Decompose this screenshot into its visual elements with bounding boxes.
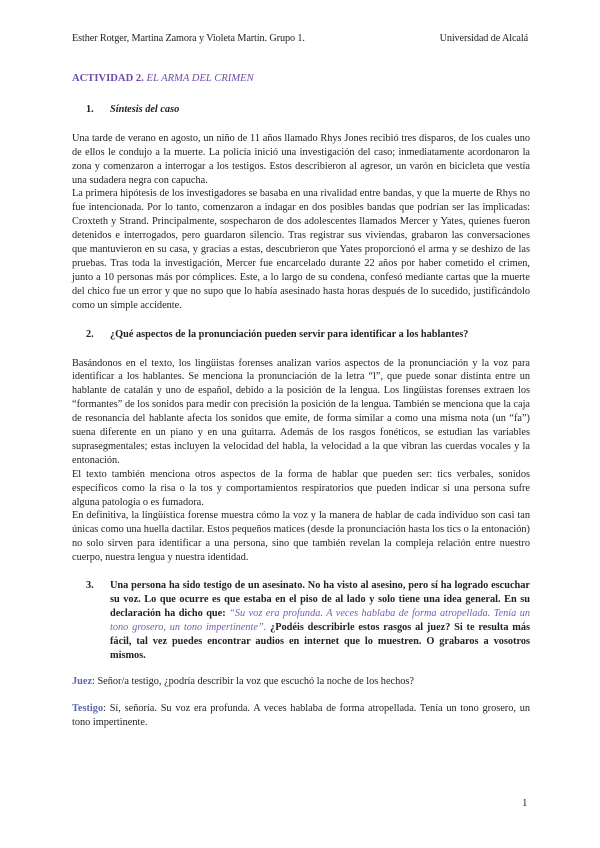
section-1-paragraph: Una tarde de verano en agosto, un niño de 11 años llamado Rhys Jones recibió tres disparos, de los cuales uno de ellos le condujo a la muerte. La policía inició una investigación del caso; inmediatamente acordonaron la zona y comenzaron a interrogar a los testigos. Estos describieron al agresor, un varón en bicicleta que vestía una sudadera negra con capucha. [72,132,530,186]
header-university: Universidad de Alcalá [439,33,528,44]
section-1-heading [72,103,530,117]
activity-label: ACTIVIDAD 2. [72,73,144,84]
section-1-number: 1. [86,103,94,115]
section-3-quote: “Su voz era profunda. A veces hablaba de forma atropellada. Tenía un tono grosero, un tono impertinente”. [110,607,530,633]
judge-line: : Señor/a testigo, ¿podría describir la voz que escuchó la noche de los hechos? [92,675,414,687]
section-2-title: ¿Qué aspectos de la pronunciación pueden servir para identificar a los hablantes? [110,328,469,340]
witness-line: : Sí, señoría. Su voz era profunda. A veces hablaba de forma atropellada. Tenía un tono grosero, un tono impertinente. [72,703,530,729]
section-3-number: 3. [86,580,94,592]
section-1-paragraph: La primera hipótesis de los investigadores se basaba en una rivalidad entre bandas, y que la muerte de Rhys no fue intencionada. Por lo tanto, comenzaron a indagar en dos posibles bandas que podrían ser las implicadas: Croxteth y Strand. Principalmente, sospecharon de dos adolescentes llamados Mercer y Yates, quienes fueron detenidos e interrogados, pero guardaron silencio. Tras registrar sus viviendas, grabaron las conversaciones que mantuvieron en su casa, y gracias a estas, descubrieron que Yates proporcionó el arma y se deshizo de las pruebas. Tras toda la investigación, Mercer fue encarcelado durante 22 años por haber cometido el crimen, junto a 10 personas más por cómplices. Este, a lo largo de su condena, confesó mediante cartas que la muerte del chico fue un error y que no supo que lo había asesinado hasta horas después de lo sucedido, justificándolo como un simple accidente. [72,188,530,311]
section-2-paragraph: En definitiva, la lingüística forense muestra cómo la voz y la manera de hablar de cada individuo son casi tan únicas como una huella dactilar. Estos pequeños matices (desde la pronunciación hasta los tics o la entonación) no solo sirven para identificar a una persona, sino que también revelan la compleja relación entre nuestro cuerpo, nuestra lengua y nuestra identidad. [72,510,530,564]
section-3-question [72,579,530,662]
speaker-witness: Testigo [72,703,104,715]
section-2-number: 2. [86,328,94,340]
section-2-paragraph: Basándonos en el texto, los lingüistas forenses analizan varios aspectos de la pronunciación y la voz para identificar a los hablantes. Se menciona la pronunciación de la letra “l”, que puede sonar distinta entre un hablante de catalán y uno de español, debido a la posición de la lengua. Los lingüistas forenses extraen los “formantes” de los sonidos para medir con precisión la posición de la lengua. También se menciona que la caja de resonancia del hablante afecta los sonidos que emite, de forma similar a como una misma nota (un “fa”) suena diferente en un piano y en una guitarra. Además de los rasgos fonéticos, se estudian las variables suprasegmentales; estas incluyen la velocidad del habla, la velocidad a la que vibran las cuerdas vocales y la entonación. [72,357,530,466]
header-authors: Esther Rotger, Martina Zamora y Violeta Martín. Grupo 1. [72,33,305,44]
dialogue-line-judge [72,675,530,689]
section-2-paragraph: El texto también menciona otros aspectos de la forma de hablar que pueden ser: tics verbales, sonidos específicos como la risa o la tos y comportamientos respiratorios que pueden indicar si una persona sufre alguna patología o es fumadora. [72,468,530,508]
speaker-judge: Juez [72,675,93,687]
section-3-text-after: ¿Podéis describirle estos rasgos al juez? Si te resulta más fácil, tal vez puedes encontrar audios en internet que lo muestren. O grabaros a vosotros mismos. [110,621,530,661]
section-3-text-before: Una persona ha sido testigo de un asesinato. No ha visto al asesino, pero sí ha logrado escuchar su voz. Lo que ocurre es que estaba en el piso de al lado y solo tiene una idea general. En su declaración ha dicho que: [110,580,530,619]
activity-title [72,72,530,86]
section-1-title: Síntesis del caso [110,103,180,115]
document-body [72,72,530,730]
page-number: 1 [522,797,528,809]
section-2-heading [72,328,530,342]
activity-subtitle: EL ARMA DEL CRIMEN [146,73,254,84]
dialogue-line-witness [72,702,530,730]
